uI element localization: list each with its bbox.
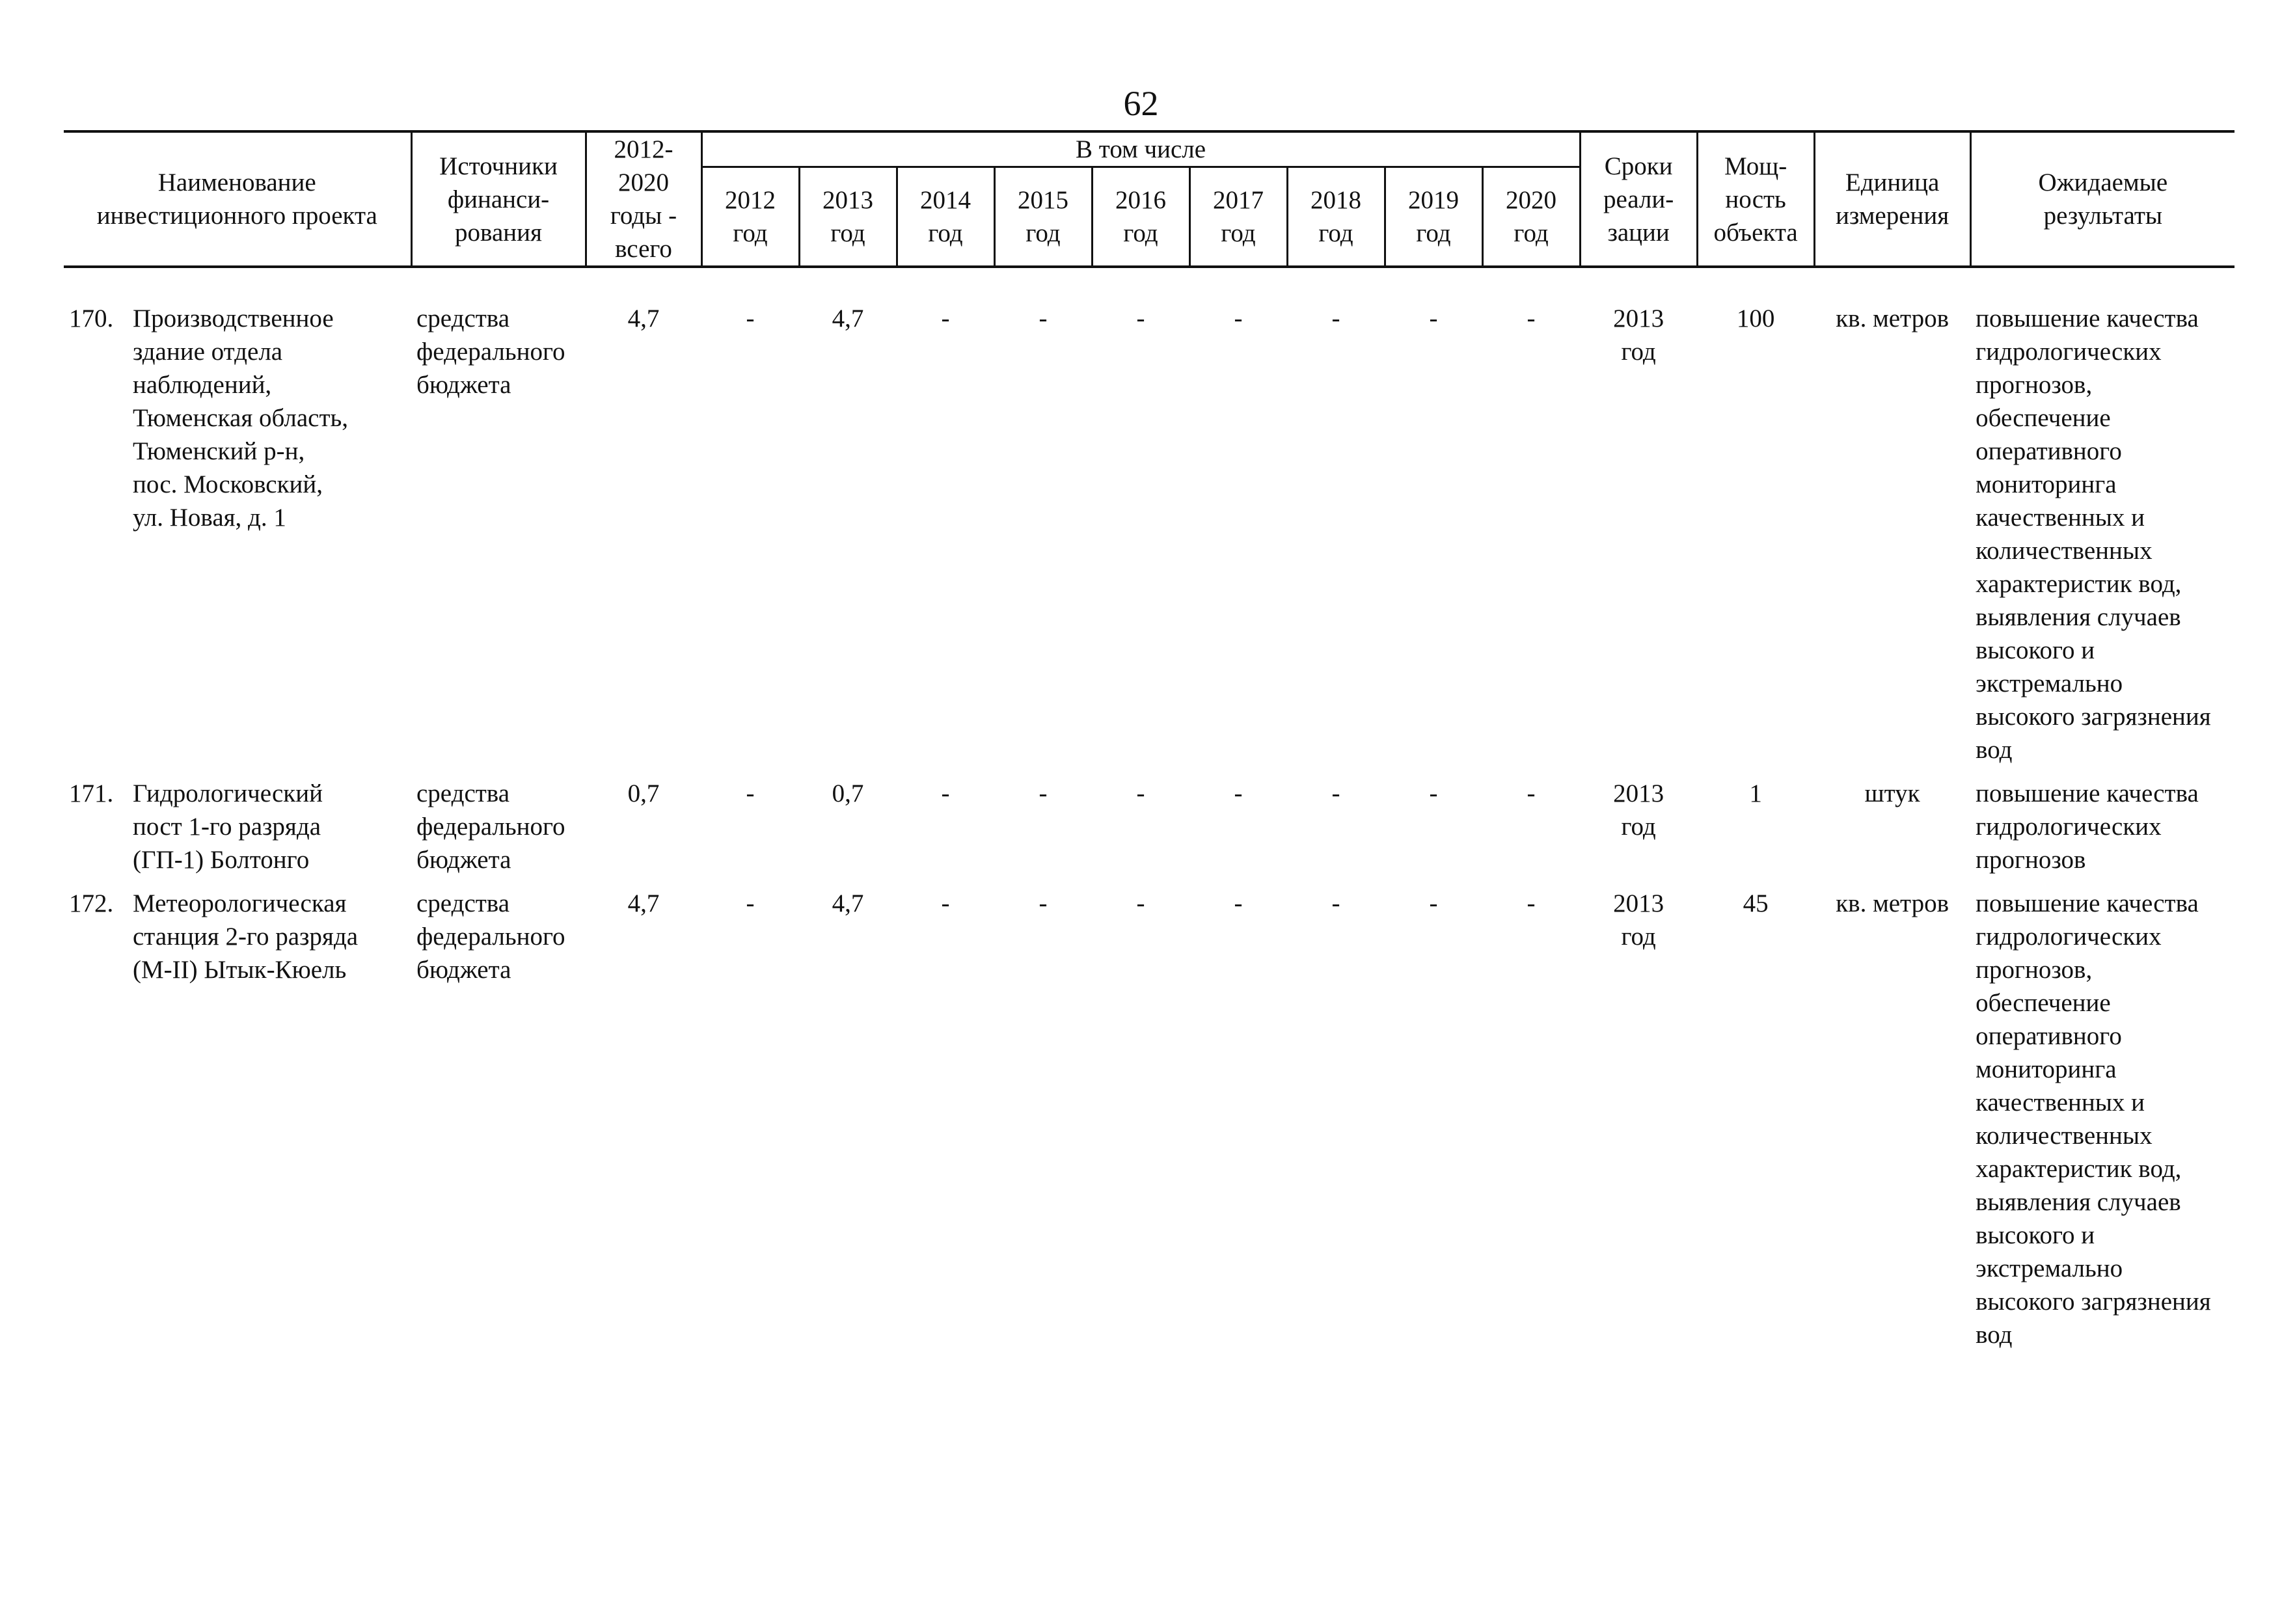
expected-result: повышение качества гидрологических прогнозов, обеспечение оперативного мониторинга качественных и количественных характеристик вод, выявления случаев высокого и экстремально высокого загрязнения вод xyxy=(1976,304,2211,764)
year-value: - xyxy=(1136,889,1145,917)
total-value: 4,7 xyxy=(627,304,660,332)
year-value: - xyxy=(1429,889,1438,917)
project-name-cell xyxy=(64,302,411,777)
header-year: 2012 год xyxy=(701,167,799,267)
header-expected-results: Ожидаемые результаты xyxy=(1970,131,2234,267)
year-value: - xyxy=(1331,304,1340,332)
year-value: - xyxy=(1234,779,1243,807)
implementation-term: 2013 год xyxy=(1613,889,1664,951)
year-value: - xyxy=(1331,779,1340,807)
year-value: - xyxy=(1136,779,1145,807)
capacity-value: 1 xyxy=(1749,779,1762,807)
year-value: - xyxy=(1039,304,1048,332)
year-value: - xyxy=(941,779,950,807)
header-year: 2020 год xyxy=(1482,167,1580,267)
project-name: Гидрологический пост 1-го разряда (ГП-1) Болтонго xyxy=(133,779,323,874)
year-value: 4,7 xyxy=(832,304,864,332)
year-value: 0,7 xyxy=(832,779,864,807)
financing-source: средства федерального бюджета xyxy=(416,889,565,984)
page-number: 62 xyxy=(1123,84,1159,123)
year-value: - xyxy=(1039,889,1048,917)
project-name-cell xyxy=(64,887,411,1362)
header-year: 2016 год xyxy=(1092,167,1189,267)
project-name-cell xyxy=(64,777,411,887)
unit-value: штук xyxy=(1864,779,1920,807)
table-row xyxy=(64,887,2234,1362)
header-unit: Единица измерения xyxy=(1814,131,1970,267)
capacity-value: 100 xyxy=(1736,304,1775,332)
year-value: - xyxy=(1527,779,1536,807)
expected-result: повышение качества гидрологических прогнозов xyxy=(1976,779,2199,874)
header-year: 2017 год xyxy=(1189,167,1287,267)
implementation-term: 2013 год xyxy=(1613,304,1664,366)
total-value: 4,7 xyxy=(627,889,660,917)
header-project-name: Наименование инвестиционного проекта xyxy=(64,131,411,267)
year-value: - xyxy=(1331,889,1340,917)
expected-result: повышение качества гидрологических прогнозов, обеспечение оперативного мониторинга качественных и количественных характеристик вод, выявления случаев высокого и экстремально высокого загрязнения вод xyxy=(1976,889,2211,1349)
financing-source: средства федерального бюджета xyxy=(416,304,565,399)
year-value: - xyxy=(746,889,755,917)
year-value: - xyxy=(746,304,755,332)
header-capacity: Мощ- ность объекта xyxy=(1697,131,1814,267)
year-value: - xyxy=(1039,779,1048,807)
table-row xyxy=(64,777,2234,887)
year-value: - xyxy=(1234,304,1243,332)
investment-projects-table xyxy=(64,130,2234,1362)
header-year: 2019 год xyxy=(1385,167,1482,267)
financing-source: средства федерального бюджета xyxy=(416,779,565,874)
header-year: 2014 год xyxy=(897,167,994,267)
row-number: 171. xyxy=(69,779,114,807)
year-value: - xyxy=(746,779,755,807)
header-including: В том числе xyxy=(701,131,1580,167)
year-value: - xyxy=(1136,304,1145,332)
header-total-2012-2020: 2012- 2020 годы - всего xyxy=(586,131,701,267)
row-number: 170. xyxy=(69,304,114,332)
year-value: - xyxy=(1527,304,1536,332)
year-value: - xyxy=(1429,304,1438,332)
year-value: - xyxy=(1429,779,1438,807)
project-name: Метеорологическая станция 2-го разряда (М-II) Ытык-Кюель xyxy=(133,889,359,984)
row-number: 172. xyxy=(69,889,114,917)
project-name: Производственное здание отдела наблюдений, Тюменская область, Тюменский р-н, пос. Московский, ул. Новая, д. 1 xyxy=(133,304,349,532)
table-row xyxy=(64,302,2234,777)
header-year: 2018 год xyxy=(1287,167,1385,267)
capacity-value: 45 xyxy=(1743,889,1769,917)
unit-value: кв. метров xyxy=(1836,304,1949,332)
header-year: 2013 год xyxy=(799,167,897,267)
header-financing-sources: Источники финанси- рования xyxy=(411,131,586,267)
year-value: - xyxy=(1234,889,1243,917)
year-value: - xyxy=(941,304,950,332)
implementation-term: 2013 год xyxy=(1613,779,1664,841)
header-year: 2015 год xyxy=(994,167,1092,267)
year-value: - xyxy=(1527,889,1536,917)
total-value: 0,7 xyxy=(627,779,660,807)
year-value: 4,7 xyxy=(832,889,864,917)
unit-value: кв. метров xyxy=(1836,889,1949,917)
header-terms: Сроки реали- зации xyxy=(1580,131,1697,267)
year-value: - xyxy=(941,889,950,917)
